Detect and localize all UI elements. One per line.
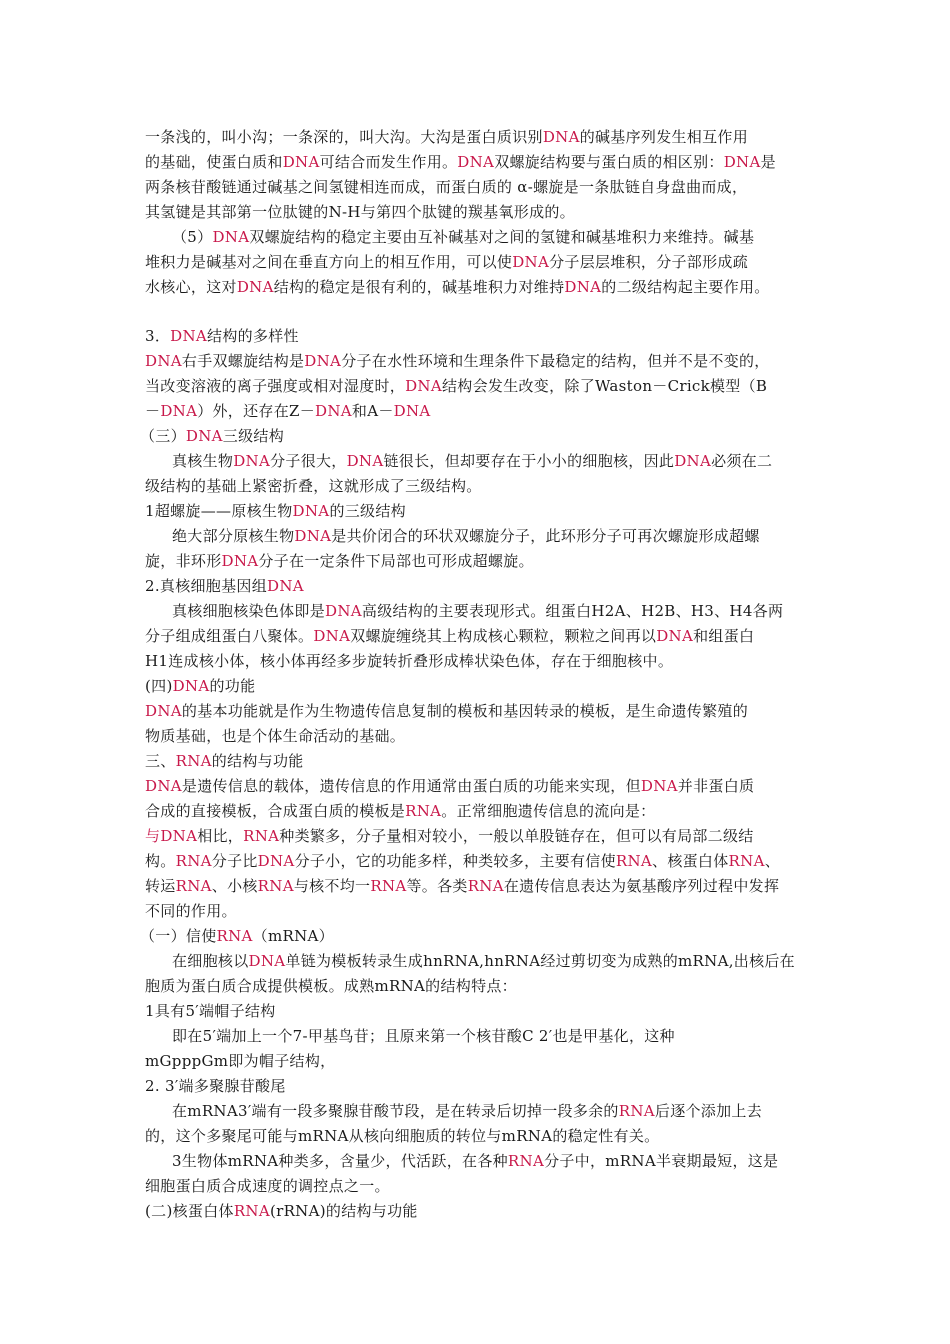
text-line	[145, 626, 754, 646]
text-segment: 堆积力是碱基对之间在垂直方向上的相互作用，可以使	[145, 253, 513, 271]
text-segment: 双螺旋缠绕其上构成核心颗粒，颗粒之间再以	[350, 627, 657, 645]
text-line	[145, 401, 431, 421]
text-segment: (rRNA)的结构与功能	[269, 1202, 418, 1220]
text-line	[145, 801, 655, 821]
text-segment: 的功能	[209, 677, 256, 695]
text-segment: 3．	[145, 327, 171, 345]
text-line	[172, 227, 754, 247]
highlighted-term: DNA	[304, 352, 342, 370]
text-segment: 分子中，mRNA半衰期最短，这是	[544, 1152, 779, 1170]
text-segment: 分子比	[211, 852, 258, 870]
text-line	[145, 851, 780, 871]
text-segment: 和组蛋白	[693, 627, 755, 645]
text-segment: 、小核	[211, 877, 258, 895]
text-segment: 的碱基序列发生相互作用	[579, 128, 749, 146]
highlighted-term: RNA	[257, 877, 294, 895]
text-segment: 分子在一定条件下局部也可形成超螺旋。	[258, 552, 534, 570]
text-line	[145, 1126, 659, 1146]
text-segment: 高级结构的主要表现形式。组蛋白H2A、H2B、H3、H4各两	[361, 602, 784, 620]
text-segment: 其氢键是其部第一位肽键的N-H与第四个肽键的羰基氧形成的。	[145, 203, 575, 221]
text-segment: 的基本功能就是作为生物遗传信息复制的模板和基因转录的模板，是生命遗传繁殖的	[181, 702, 748, 720]
text-segment: 转运	[145, 877, 176, 895]
text-line	[145, 1176, 390, 1196]
text-segment: 旋，非环形	[145, 552, 222, 570]
highlighted-term: RNA	[175, 877, 212, 895]
highlighted-term: RNA	[615, 852, 653, 870]
text-segment: 、	[764, 852, 781, 870]
text-segment: 分子小，它的功能多样，种类较多，主要有信使	[294, 852, 616, 870]
text-segment: 种类繁多，分子量相对较小，一般以单股链存在，但可以有局部二级结	[279, 827, 754, 845]
highlighted-term: DNA	[233, 452, 271, 470]
text-segment: （5）	[172, 228, 213, 246]
text-line	[145, 876, 779, 896]
highlighted-term: DNA	[212, 228, 250, 246]
text-segment: （一）信使	[140, 927, 217, 945]
text-segment: 胞质为蛋白质合成提供模板。成熟mRNA的结构特点：	[145, 977, 517, 995]
text-segment: 链很长，但却要存在于小小的细胞核，因此	[383, 452, 675, 470]
text-segment: 后逐个添加上去	[654, 1102, 762, 1120]
text-segment: 在mRNA3′端有一段多聚腺苷酸节段，是在转录后切掉一段多余的	[172, 1102, 619, 1120]
text-line	[145, 976, 517, 996]
highlighted-term: DNA	[512, 253, 550, 271]
highlighted-term: DNA	[282, 153, 320, 171]
section-heading	[140, 926, 334, 946]
text-line	[145, 826, 754, 846]
text-segment: 的二级结构起主要作用。	[601, 278, 770, 296]
text-segment: H1连成核小体，核小体再经多步旋转折叠形成棒状染色体，存在于细胞核中。	[145, 652, 674, 670]
text-segment: 水核心，这对	[145, 278, 237, 296]
highlighted-term: DNA	[172, 677, 210, 695]
text-segment: 分子组成组蛋白八聚体。	[145, 627, 314, 645]
text-segment: 等。各类	[406, 877, 468, 895]
text-segment: 是遗传信息的载体，遗传信息的作用通常由蛋白质的功能来实现，但	[181, 777, 641, 795]
highlighted-term: DNA	[656, 627, 694, 645]
text-segment: 2.真核细胞基因组	[145, 577, 268, 595]
text-segment: 结构的稳定是很有利的，碱基堆积力对维持	[273, 278, 565, 296]
highlighted-term: RNA	[370, 877, 407, 895]
highlighted-term: DNA	[236, 278, 274, 296]
text-segment: 双螺旋结构的稳定主要由互补碱基对之间的氢键和碱基堆积力来维持。碱基	[249, 228, 755, 246]
text-segment: 2. 3′端多聚腺苷酸尾	[145, 1077, 286, 1095]
section-heading	[145, 576, 304, 596]
highlighted-term: DNA	[346, 452, 384, 470]
text-segment: 1超螺旋——原核生物	[145, 502, 293, 520]
text-segment: 可结合而发生作用。	[319, 153, 458, 171]
text-segment: 一条浅的，叫小沟；一条深的，叫大沟。大沟是蛋白质识别	[145, 128, 543, 146]
text-segment: 两条核苷酸链通过碱基之间氢键相连而成，而蛋白质的 α-螺旋是一条肽链自身盘曲而成，	[145, 178, 748, 196]
section-heading	[145, 1201, 418, 1221]
highlighted-term: RNA	[728, 852, 765, 870]
section-heading	[145, 1001, 276, 1021]
text-segment: 、核蛋白体	[652, 852, 729, 870]
text-line	[172, 1101, 762, 1121]
text-line	[172, 526, 760, 546]
text-segment: mGpppGm即为帽子结构，	[145, 1052, 336, 1070]
highlighted-term: RNA	[233, 1202, 270, 1220]
text-segment: 必须在二	[711, 452, 773, 470]
text-line	[145, 651, 673, 671]
text-segment: 结构的多样性	[207, 327, 299, 345]
highlighted-term: DNA	[160, 827, 198, 845]
highlighted-term: DNA	[457, 153, 495, 171]
text-line	[145, 701, 748, 721]
text-segment: 的，这个多聚尾可能与mRNA从核向细胞质的转位与mRNA的稳定性有关。	[145, 1127, 660, 1145]
text-line	[172, 1151, 778, 1171]
text-segment: 相比，	[197, 827, 244, 845]
text-segment: 真核生物	[172, 452, 234, 470]
highlighted-term: DNA	[393, 402, 431, 420]
text-segment: 的结构与功能	[211, 752, 304, 770]
section-heading	[145, 751, 304, 771]
text-line	[145, 776, 754, 796]
text-segment: (二)核蛋白体	[145, 1202, 234, 1220]
text-segment: 3生物体mRNA种类多，含量少，代活跃，在各种	[172, 1152, 508, 1170]
highlighted-term: DNA	[315, 402, 352, 420]
section-heading	[145, 326, 299, 346]
highlighted-term: DNA	[294, 527, 332, 545]
text-line	[145, 252, 748, 272]
text-segment: 和A－	[351, 402, 394, 420]
text-segment: (四)	[145, 677, 173, 695]
highlighted-term: RNA	[175, 752, 212, 770]
highlighted-term: RNA	[243, 827, 280, 845]
text-segment: 在细胞核以	[172, 952, 249, 970]
highlighted-term: DNA	[292, 502, 330, 520]
highlighted-term: RNA	[216, 927, 253, 945]
highlighted-term: RNA	[507, 1152, 545, 1170]
highlighted-term: DNA	[145, 702, 182, 720]
highlighted-term: DNA	[564, 278, 602, 296]
highlighted-term: RNA	[467, 877, 504, 895]
text-segment: 三级结构	[222, 427, 284, 445]
text-segment: （三）	[140, 427, 186, 445]
highlighted-term: RNA	[175, 852, 212, 870]
text-segment: 真核细胞核染色体即是	[172, 602, 326, 620]
text-line	[145, 901, 237, 921]
highlighted-term: DNA	[185, 427, 223, 445]
text-line	[172, 451, 772, 471]
highlighted-term: DNA	[723, 153, 761, 171]
text-segment: 级结构的基础上紧密折叠，这就形成了三级结构。	[145, 477, 482, 495]
text-line	[172, 1026, 675, 1046]
text-segment: 合成的直接模板，合成蛋白质的模板是	[145, 802, 406, 820]
highlighted-term: DNA	[405, 377, 442, 395]
text-line	[145, 1051, 335, 1071]
text-segment: 右手双螺旋结构是	[181, 352, 305, 370]
text-line	[172, 601, 783, 621]
highlighted-term: DNA	[160, 402, 198, 420]
highlighted-term: DNA	[674, 452, 712, 470]
text-segment: 分子很大，	[270, 452, 347, 470]
text-line	[145, 726, 405, 746]
text-segment: 的基础，使蛋白质和	[145, 153, 283, 171]
text-segment: 单链为模板转录生成hnRNA,hnRNA经过剪切变为成熟的mRNA,出核后在	[285, 952, 795, 970]
text-segment: －	[145, 402, 161, 420]
text-line	[145, 376, 767, 396]
text-segment: 1具有5′端帽子结构	[145, 1002, 276, 1020]
highlighted-term: DNA	[313, 627, 351, 645]
highlighted-term: 与	[145, 827, 161, 845]
highlighted-term: DNA	[640, 777, 678, 795]
text-line	[172, 951, 795, 971]
text-segment: 。正常细胞遗传信息的流向是：	[441, 802, 656, 820]
text-line	[145, 152, 776, 172]
text-segment: 并非蛋白质	[677, 777, 755, 795]
highlighted-term: DNA	[542, 128, 580, 146]
highlighted-term: DNA	[248, 952, 286, 970]
text-segment: 是	[760, 153, 776, 171]
highlighted-term: RNA	[405, 802, 442, 820]
section-heading	[140, 426, 284, 446]
section-heading	[145, 501, 406, 521]
text-segment: 分子在水性环境和生理条件下最稳定的结构，但并不是不变的，	[341, 352, 770, 370]
text-line	[145, 202, 575, 222]
text-line	[145, 127, 748, 147]
text-segment: 在遗传信息表达为氨基酸序列过程中发挥	[503, 877, 780, 895]
text-segment: 物质基础，也是个体生命活动的基础。	[145, 727, 406, 745]
text-segment: 细胞蛋白质合成速度的调控点之一。	[145, 1177, 390, 1195]
text-line	[145, 476, 482, 496]
text-segment: 结构会发生改变，除了Waston－Crick模型（B	[442, 377, 768, 395]
text-segment: 不同的作用。	[145, 902, 237, 920]
text-segment: 分子层层堆积，分子部形成疏	[549, 253, 748, 271]
highlighted-term: RNA	[618, 1102, 655, 1120]
highlighted-term: DNA	[145, 777, 182, 795]
highlighted-term: DNA	[325, 602, 362, 620]
text-line	[145, 277, 770, 297]
text-segment: 绝大部分原核生物	[172, 527, 295, 545]
highlighted-term: DNA	[267, 577, 304, 595]
text-line	[145, 177, 747, 197]
text-segment: 即在5′端加上一个7-甲基鸟苷；且原来第一个核苷酸C 2′也是甲基化，这种	[172, 1027, 675, 1045]
highlighted-term: DNA	[257, 852, 295, 870]
text-segment: 构。	[145, 852, 176, 870]
highlighted-term: DNA	[145, 352, 182, 370]
text-segment: ）外，还存在Z－	[197, 402, 316, 420]
section-heading	[145, 1076, 286, 1096]
text-segment: 双螺旋结构要与蛋白质的相区别：	[494, 153, 724, 171]
text-segment: 的三级结构	[329, 502, 406, 520]
text-segment: 当改变溶液的离子强度或相对湿度时，	[145, 377, 406, 395]
text-line	[145, 551, 534, 571]
text-line	[145, 351, 770, 371]
text-segment: （mRNA）	[252, 927, 334, 945]
section-heading	[145, 676, 255, 696]
highlighted-term: DNA	[221, 552, 259, 570]
text-segment: 与核不均一	[293, 877, 371, 895]
text-segment: 三、	[145, 752, 176, 770]
highlighted-term: DNA	[170, 327, 208, 345]
text-segment: 是共价闭合的环状双螺旋分子，此环形分子可再次螺旋形成超螺	[331, 527, 760, 545]
